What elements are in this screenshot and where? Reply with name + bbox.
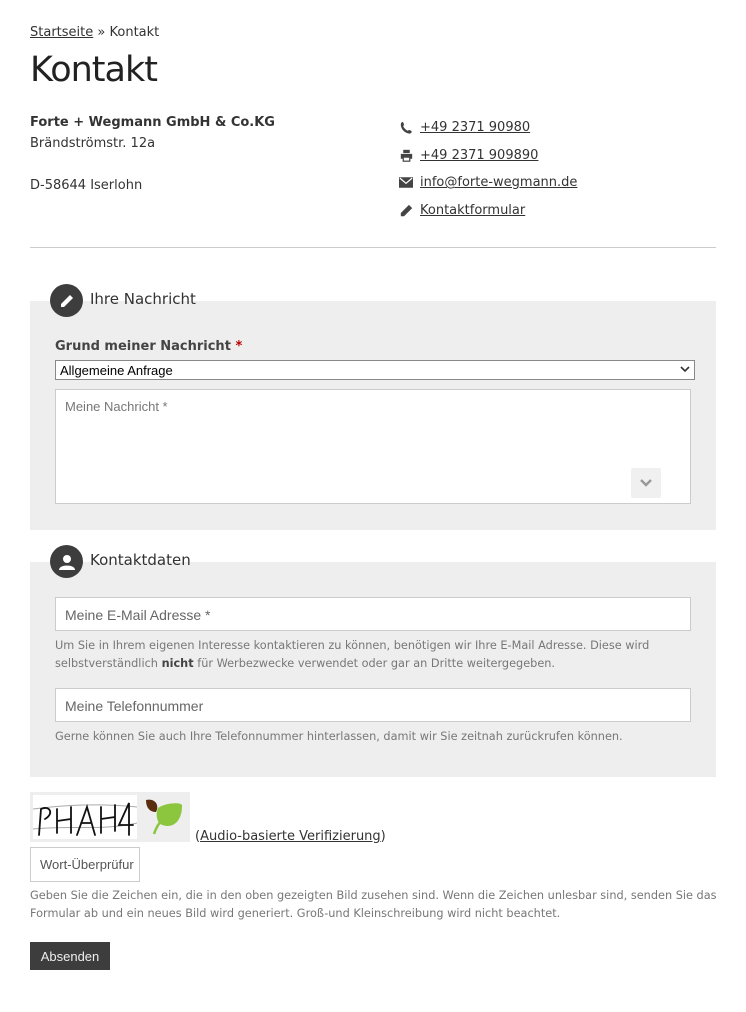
- street-address: Brändströmstr. 12a: [30, 136, 156, 151]
- email-link[interactable]: info@forte-wegmann.de: [420, 175, 578, 191]
- phone-placeholder: Meine Telefonnummer: [65, 698, 204, 714]
- pencil-icon: [399, 203, 413, 217]
- contact-fieldset: [30, 551, 716, 777]
- breadcrumb: [30, 25, 159, 40]
- city-address: D-58644 Iserlohn: [30, 178, 143, 193]
- message-textarea[interactable]: [55, 389, 691, 504]
- phone-field[interactable]: [55, 688, 691, 722]
- reason-label-text: Grund meiner Nachricht: [55, 339, 231, 354]
- email-hint-text: Um Sie in Ihrem eigenen Interesse kontaktieren zu können, benötigen wir Ihre E-Mail Adresse. Diese wird selbstverständlich: [55, 639, 650, 670]
- contact-legend-label: Kontaktdaten: [90, 551, 191, 569]
- contact-form-row: [399, 197, 577, 225]
- envelope-icon: [399, 176, 413, 190]
- captcha-image: [33, 795, 137, 839]
- breadcrumb-current: Kontakt: [109, 25, 160, 40]
- contact-phone-row: [399, 114, 577, 142]
- contact-fax-row: [399, 142, 577, 170]
- page-title: Kontakt: [30, 50, 157, 90]
- email-hint: [55, 637, 695, 673]
- phone-icon: [399, 121, 413, 135]
- captcha: [30, 792, 190, 842]
- reason-select-value: Allgemeine Anfrage: [60, 362, 173, 378]
- email-field[interactable]: [55, 597, 691, 631]
- audio-verification-link[interactable]: Audio-basierte Verifizierung: [200, 829, 381, 844]
- contact-email-row: [399, 169, 577, 197]
- leaf-logo-icon: [144, 798, 184, 840]
- company-name: Forte + Wegmann GmbH & Co.KG: [30, 115, 275, 130]
- contact-form-link[interactable]: Kontaktformular: [420, 202, 526, 218]
- contact-legend: [50, 545, 191, 578]
- breadcrumb-separator: »: [97, 25, 106, 40]
- captcha-word-placeholder: Wort-Überprüfur: [40, 857, 134, 872]
- reason-label: [55, 339, 242, 354]
- submit-button[interactable]: Absenden: [30, 942, 110, 970]
- message-fieldset: [30, 290, 716, 530]
- message-legend: [50, 284, 196, 317]
- fax-link[interactable]: +49 2371 909890: [420, 147, 539, 163]
- contact-list: [399, 114, 577, 224]
- email-placeholder: Meine E-Mail Adresse *: [65, 607, 211, 623]
- email-hint-text-end: für Werbezwecke verwendet oder gar an Dritte weitergegeben.: [197, 657, 556, 670]
- breadcrumb-home-link[interactable]: Startseite: [30, 25, 94, 40]
- phone-link[interactable]: +49 2371 90980: [420, 120, 531, 136]
- message-legend-label: Ihre Nachricht: [90, 290, 196, 308]
- printer-icon: [399, 148, 413, 162]
- user-icon: [50, 545, 83, 578]
- audio-verification: (Audio-basierte Verifizierung): [195, 829, 386, 844]
- captcha-word-field[interactable]: [30, 847, 140, 882]
- chevron-down-icon[interactable]: [631, 468, 661, 498]
- message-placeholder: Meine Nachricht *: [65, 399, 168, 414]
- company-address: [30, 112, 275, 196]
- required-mark: *: [235, 339, 243, 354]
- email-hint-bold: nicht: [161, 657, 194, 670]
- chevron-down-icon: [679, 362, 691, 379]
- pencil-icon: [50, 284, 83, 317]
- reason-select[interactable]: [55, 360, 695, 380]
- divider: [30, 247, 716, 248]
- captcha-hint: Geben Sie die Zeichen ein, die in den oben gezeigten Bild zusehen sind. Wenn die Zeichen unlesbar sind, senden Sie das Formular ab und ein neues Bild wird generiert. Groß-und Kleinschreibung wird nicht beachtet.: [30, 889, 717, 920]
- phone-hint: Gerne können Sie auch Ihre Telefonnummer hinterlassen, damit wir Sie zeitnah zurückrufen können.: [55, 730, 623, 743]
